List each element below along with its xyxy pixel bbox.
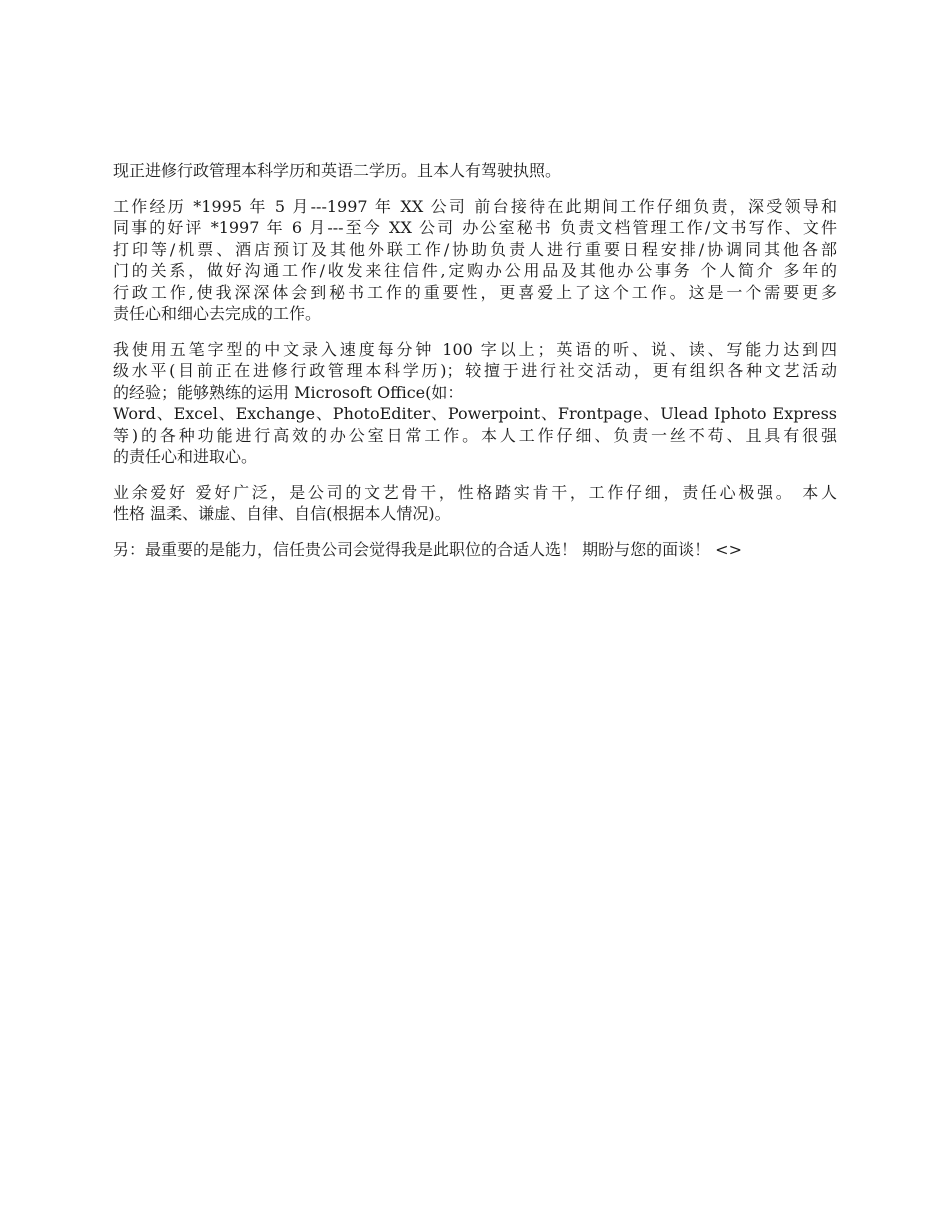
paragraph-closing bbox=[113, 539, 837, 561]
text-line: Word、Excel、Exchange、PhotoEditer、Powerpoint、Frontpage、Ulead Iphoto Express bbox=[113, 404, 837, 423]
document-body bbox=[113, 160, 837, 574]
text-line: 门的关系，做好沟通工作/收发来往信件,定购办公用品及其他办公事务 个人简介 多年的 bbox=[113, 261, 837, 280]
text-line: 现正进修行政管理本科学历和英语二学历。且本人有驾驶执照。 bbox=[113, 161, 562, 180]
paragraph-hobbies bbox=[113, 482, 837, 525]
paragraph-education bbox=[113, 160, 837, 182]
text-line: 性格 温柔、谦虚、自律、自信(根据本人情况)。 bbox=[113, 504, 451, 523]
text-line: 的责任心和进取心。 bbox=[113, 447, 258, 466]
text-line: 行政工作,使我深深体会到秘书工作的重要性，更喜爱上了这个工作。这是一个需要更多 bbox=[113, 282, 837, 302]
paragraph-work-experience bbox=[113, 196, 837, 325]
text-line: 的经验；能够熟练的运用 Microsoft Office(如： bbox=[113, 382, 464, 402]
text-line: 打印等/机票、酒店预订及其他外联工作/协助负责人进行重要日程安排/协调同其他各部 bbox=[113, 239, 837, 259]
text-line: 我使用五笔字型的中文录入速度每分钟 100 字以上；英语的听、说、读、写能力达到四 bbox=[113, 339, 837, 359]
paragraph-skills bbox=[113, 339, 837, 468]
text-line: 等)的各种功能进行高效的办公室日常工作。本人工作仔细、负责一丝不苟、且具有很强 bbox=[113, 425, 837, 445]
text-line: 责任心和细心去完成的工作。 bbox=[113, 304, 322, 323]
text-line: 另：最重要的是能力，信任贵公司会觉得我是此职位的合适人选！ 期盼与您的面谈！ <> bbox=[113, 539, 742, 559]
text-line: 工作经历 *1995 年 5 月---1997 年 XX 公司 前台接待在此期间工作仔细负责，深受领导和 bbox=[113, 196, 837, 216]
text-line: 同事的好评 *1997 年 6 月---至今 XX 公司 办公室秘书 负责文档管理工作/文书写作、文件 bbox=[113, 218, 837, 237]
text-line: 级水平(目前正在进修行政管理本科学历)；较擅于进行社交活动，更有组织各种文艺活动 bbox=[113, 361, 837, 380]
text-line: 业余爱好 爱好广泛，是公司的文艺骨干，性格踏实肯干，工作仔细，责任心极强。 本人 bbox=[113, 482, 837, 502]
